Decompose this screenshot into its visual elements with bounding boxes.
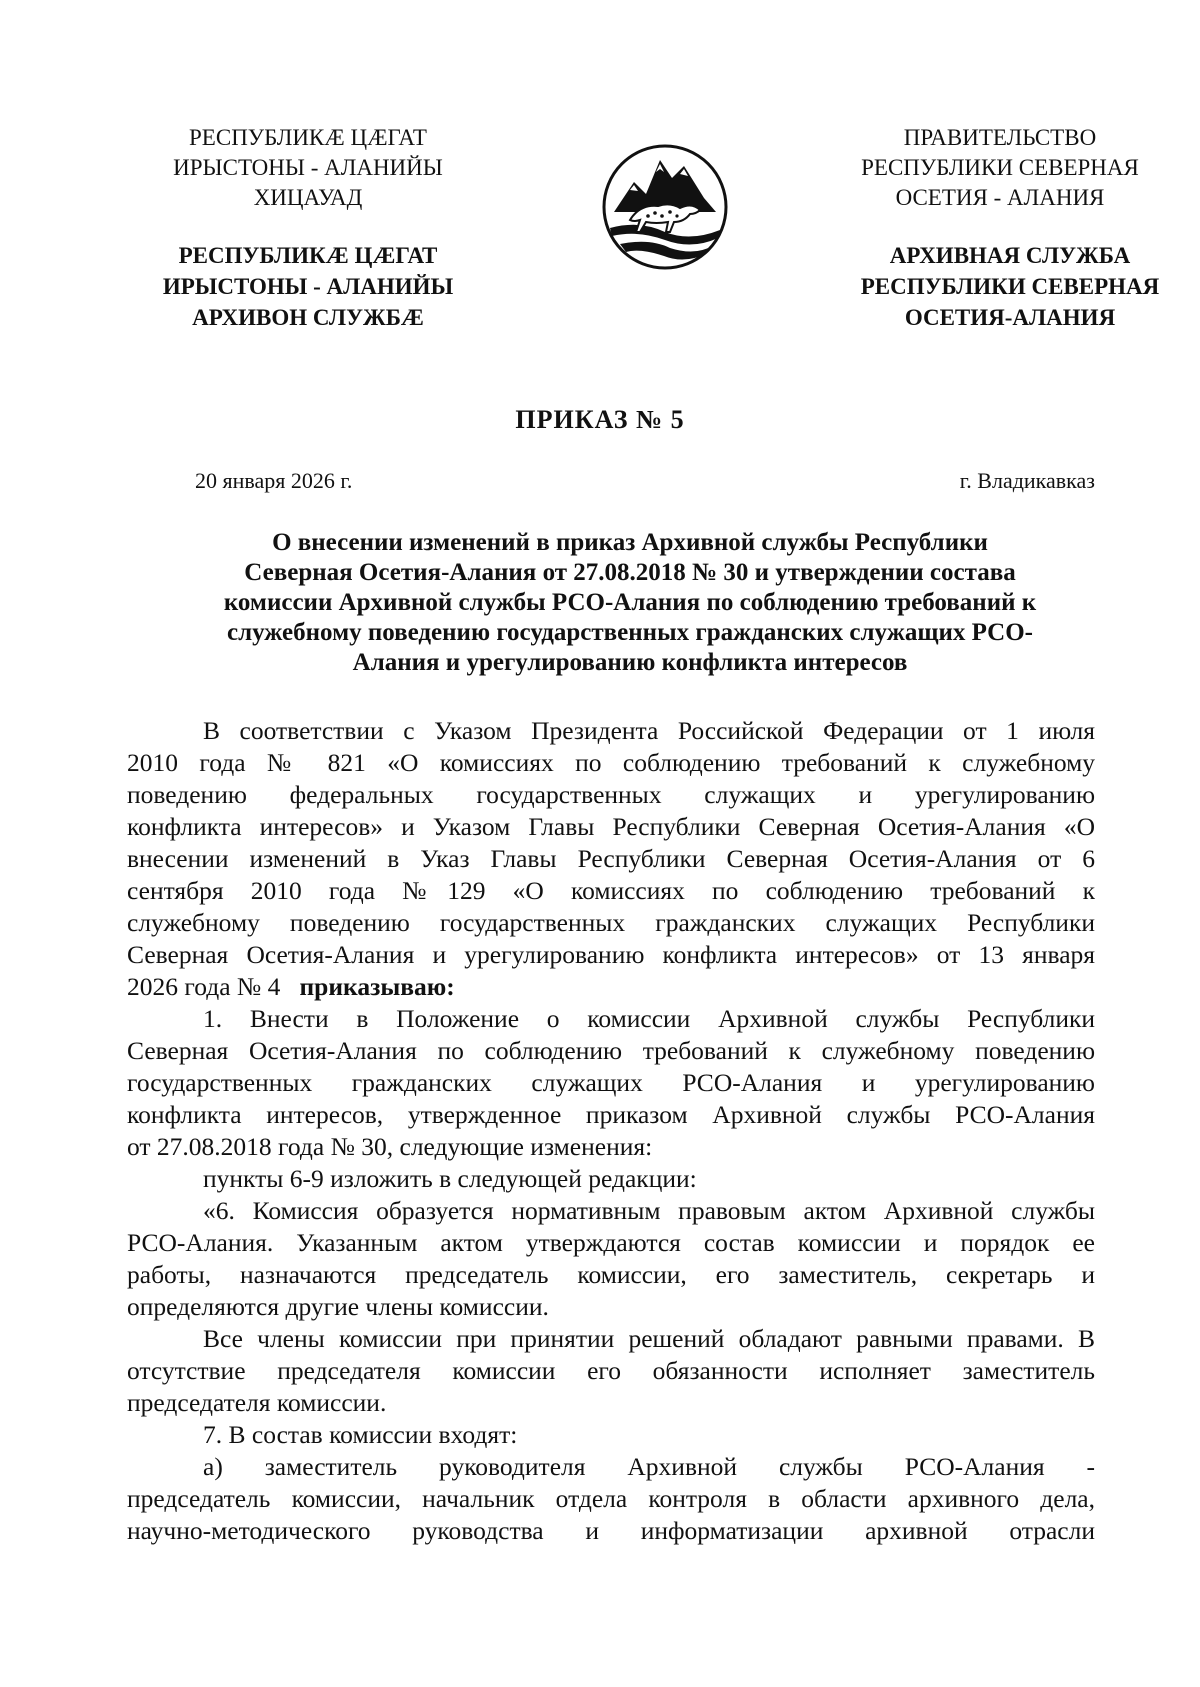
header-line: ИРЫСТОНЫ - АЛАНИЙЫ xyxy=(162,274,454,299)
body-line: 7. В состав комиссии входят: xyxy=(203,1420,518,1449)
body-line: определяются другие члены комиссии. xyxy=(127,1292,549,1321)
order-title: ПРИКАЗ № 5 xyxy=(515,405,685,434)
header-line: АРХИВОН СЛУЖБӔ xyxy=(192,305,424,330)
body-line: конфликта интересов, утвержденное приказом Архивной службы РСО-Алания xyxy=(127,1100,1095,1129)
header-line: РЕСПУБЛИКИ СЕВЕРНАЯ xyxy=(860,274,1160,299)
header-line: ОСЕТИЯ-АЛАНИЯ xyxy=(904,305,1116,330)
body-line-text: 2026 года № 4 xyxy=(127,972,281,1001)
body-line: Северная Осетия-Алания по соблюдению требований к служебному поведению xyxy=(127,1036,1095,1065)
subject-line: Алания и урегулированию конфликта интересов xyxy=(352,649,908,676)
header-left-government xyxy=(148,123,468,213)
body-line: государственных гражданских служащих РСО-Алания и урегулированию xyxy=(127,1068,1095,1097)
subject-line: О внесении изменений в приказ Архивной службы Республики xyxy=(272,529,988,556)
header-line: РЕСПУБЛИКӔ ЦӔГАТ xyxy=(178,243,438,268)
order-city: г. Владикавказ xyxy=(959,468,1095,493)
date-place-line xyxy=(195,468,1095,494)
body-line: РСО-Алания. Указанным актом утверждаются состав комиссии и порядок ее xyxy=(127,1228,1095,1257)
body-line: Северная Осетия-Алания и урегулированию конфликта интересов» от 13 января xyxy=(127,940,1095,969)
body-line: 2010 года № 821 «О комиссиях по соблюдению требований к служебному xyxy=(127,748,1095,777)
order-body xyxy=(127,715,1095,1547)
body-line: отсутствие председателя комиссии его обязанности исполняет заместитель xyxy=(127,1356,1095,1385)
header-line: АРХИВНАЯ СЛУЖБА xyxy=(889,243,1131,268)
body-line: научно-методического руководства и информатизации архивной отрасли xyxy=(127,1516,1095,1545)
subject-line: служебному поведению государственных гражданских служащих РСО- xyxy=(226,619,1034,646)
body-line: конфликта интересов» и Указом Главы Республики Северная Осетия-Алания «О xyxy=(127,812,1095,841)
body-line: В соответствии с Указом Президента Российской Федерации от 1 июля xyxy=(203,716,1095,745)
header-right-archive-service xyxy=(840,240,1180,333)
header-line: ХИЦАУАД xyxy=(253,185,363,210)
body-line: Все члены комиссии при принятии решений обладают равными правами. В xyxy=(203,1324,1095,1353)
header-right-government xyxy=(830,123,1170,213)
header-line: ПРАВИТЕЛЬСТВО xyxy=(903,125,1097,150)
body-line: председателя комиссии. xyxy=(127,1388,387,1417)
body-line: служебному поведению государственных гражданских служащих Республики xyxy=(127,908,1095,937)
coat-of-arms-emblem-icon xyxy=(600,142,730,272)
body-line: сентября 2010 года №129 «О комиссиях по соблюдению требований к xyxy=(127,876,1095,905)
order-date: 20 января 2026 г. xyxy=(195,468,353,493)
body-line: пункты 6-9 изложить в следующей редакции: xyxy=(203,1164,697,1193)
body-line: от 27.08.2018 года № 30, следующие изменения: xyxy=(127,1132,653,1161)
body-line: поведению федеральных государственных служащих и урегулированию xyxy=(127,780,1095,809)
body-line: внесении изменений в Указ Главы Республики Северная Осетия-Алания от 6 xyxy=(127,844,1095,873)
header-left-archive-service xyxy=(148,240,468,333)
subject-line: комиссии Архивной службы РСО-Алания по соблюдению требований к xyxy=(223,589,1037,616)
body-line: «6. Комиссия образуется нормативным правовым актом Архивной службы xyxy=(203,1196,1095,1225)
body-line: председатель комиссии, начальник отдела контроля в области архивного дела, xyxy=(127,1484,1095,1513)
header-line: ИРЫСТОНЫ - АЛАНИЙЫ xyxy=(173,155,443,180)
order-subject xyxy=(175,528,1085,678)
header-line: РЕСПУБЛИКӔ ЦӔГАТ xyxy=(189,125,427,150)
body-line: 1. Внести в Положение о комиссии Архивной службы Республики xyxy=(203,1004,1095,1033)
header-line: РЕСПУБЛИКИ СЕВЕРНАЯ xyxy=(861,155,1139,180)
subject-line: Северная Осетия-Алания от 27.08.2018 № 30 и утверждении состава xyxy=(244,559,1016,586)
header-line: ОСЕТИЯ - АЛАНИЯ xyxy=(895,185,1105,210)
command-word: приказываю: xyxy=(299,972,455,1001)
body-line: работы, назначаются председатель комиссии, его заместитель, секретарь и xyxy=(127,1260,1095,1289)
body-line: а) заместитель руководителя Архивной службы РСО-Алания - xyxy=(203,1452,1095,1481)
body-line-command xyxy=(127,971,1095,1003)
